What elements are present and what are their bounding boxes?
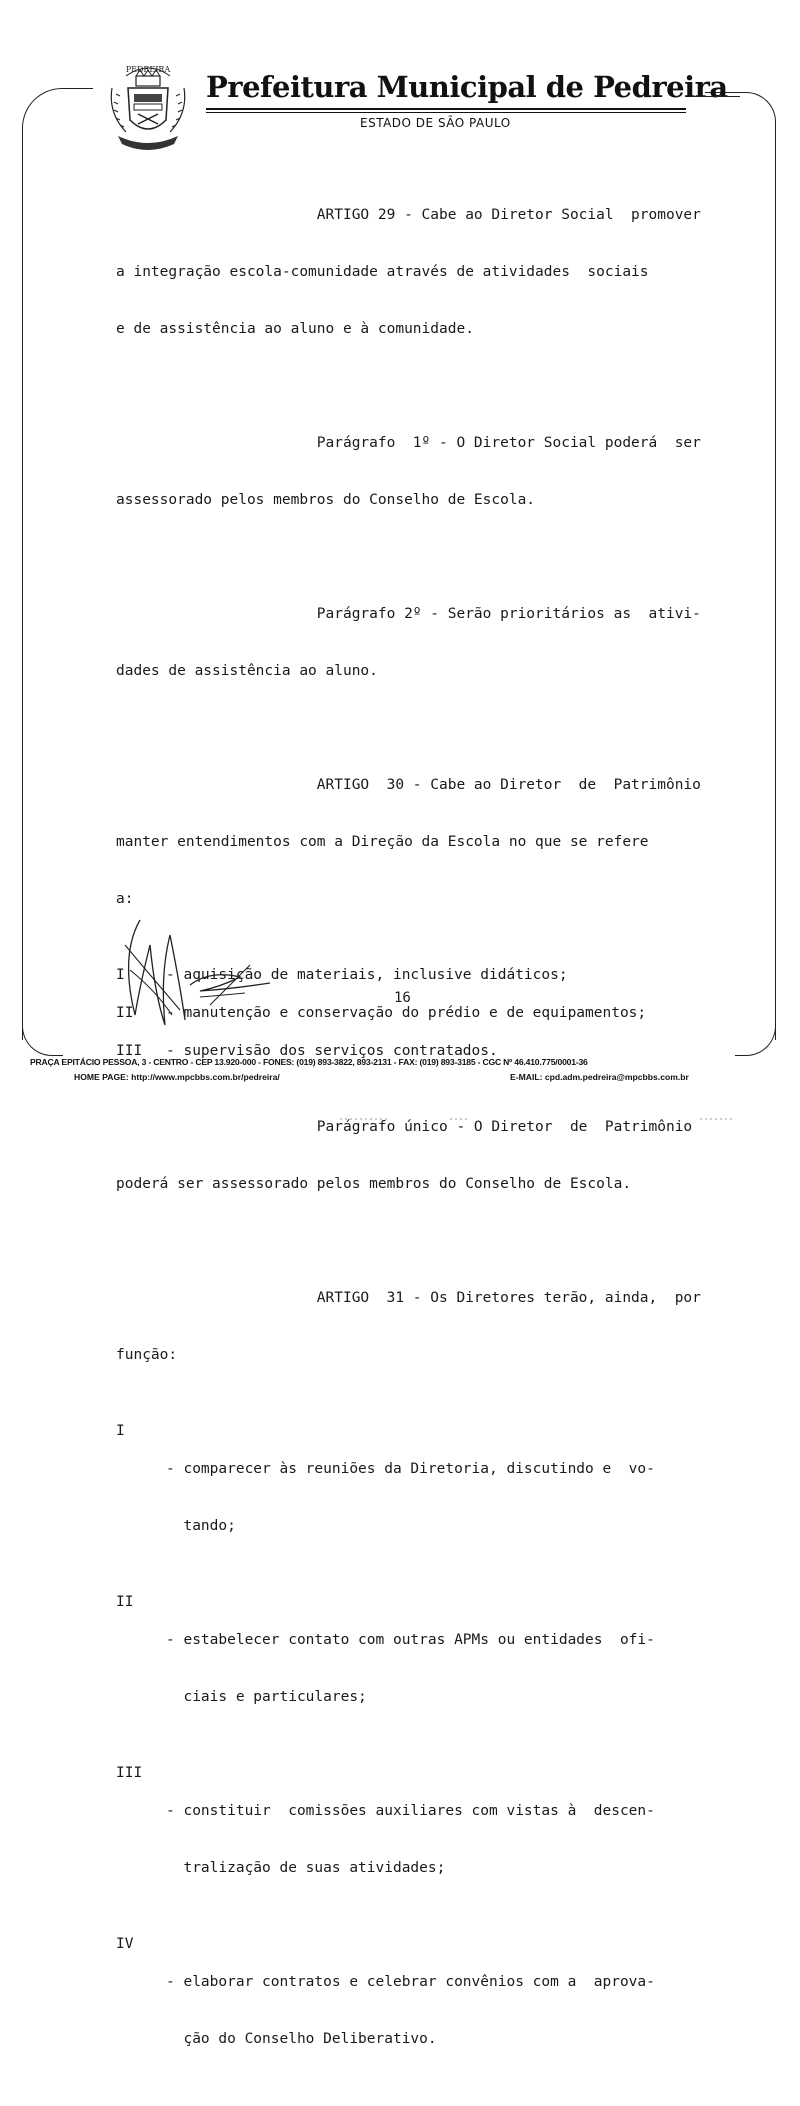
text-line: ARTIGO 31 - Os Diretores terão, ainda, por — [116, 1290, 701, 1306]
text-line: - constituir comissões auxiliares com vistas à descen- — [166, 1803, 655, 1819]
text-line: - elaborar contratos e celebrar convênios com a aprova- — [166, 1974, 655, 1990]
frame-corner-bottom-right — [735, 1010, 776, 1056]
list-item — [116, 1764, 706, 1916]
frame-left-rule — [22, 150, 23, 1040]
document-body — [116, 168, 706, 2106]
text-line: - comparecer às reuniões da Diretoria, discutindo e vo- — [166, 1461, 655, 1477]
text-line: Parágrafo único - O Diretor de Patrimônio — [116, 1119, 693, 1135]
item-number: II — [116, 1005, 134, 1021]
text-line: manter entendimentos com a Direção da Escola no que se refere — [116, 834, 649, 850]
footer-address: PRAÇA EPITÁCIO PESSOA, 3 - CENTRO - CEP 13.920-000 - FONES: (019) 893-3822, 893-2131 - FAX: (019) 893-3185 - CGC Nº 46.410.775/0001-36 — [30, 1057, 588, 1067]
list-item — [116, 1593, 706, 1745]
text-line: Parágrafo 1º - O Diretor Social poderá ser — [116, 435, 701, 451]
text-line: ciais e particulares; — [166, 1689, 367, 1705]
item-number: IV — [116, 1936, 134, 1952]
text-line: assessorado pelos membros do Conselho de Escola. — [116, 492, 536, 508]
article-29-paragraph-2 — [116, 567, 706, 719]
title-underline-thin — [206, 112, 686, 113]
title-underline — [206, 108, 686, 110]
text-line: função: — [116, 1347, 178, 1363]
article-29 — [116, 168, 706, 377]
article-29-paragraph-1 — [116, 396, 706, 548]
item-number: II — [116, 1594, 134, 1610]
text-line: a: — [116, 891, 134, 907]
frame-right-rule — [775, 150, 776, 1040]
scan-artifacts — [340, 1118, 740, 1120]
text-line: poderá ser assessorado pelos membros do Conselho de Escola. — [116, 1176, 632, 1192]
municipal-seal-icon — [104, 58, 192, 158]
text-line: e de assistência ao aluno e à comunidade. — [116, 321, 474, 337]
item-number: I — [116, 967, 125, 983]
text-line: - manutenção e conservação do prédio e de equipamentos; — [166, 1005, 647, 1021]
article-30-sole-paragraph — [116, 1080, 706, 1232]
header-dash — [690, 96, 740, 97]
footer-home-page: HOME PAGE: http://www.mpcbbs.com.br/pedreira/ — [74, 1072, 280, 1082]
handwritten-signature-icon — [110, 915, 280, 1030]
frame-corner-bottom-left — [22, 1010, 63, 1056]
text-line: ção do Conselho Deliberativo. — [166, 2031, 437, 2047]
text-line: - supervisão dos serviços contratados. — [166, 1043, 498, 1059]
text-line: Parágrafo 2º - Serão prioritários as ativi- — [116, 606, 701, 622]
text-line: a integração escola-comunidade através de atividades sociais — [116, 264, 649, 280]
frame-corner-top-right — [705, 92, 776, 173]
text-line: tralização de suas atividades; — [166, 1860, 446, 1876]
frame-corner-top-left — [22, 88, 93, 209]
item-number: I — [116, 1423, 125, 1439]
seal-lettering: PEDREIRA — [125, 65, 171, 74]
state-subtitle: ESTADO DE SÃO PAULO — [360, 116, 511, 130]
page-number: 16 — [394, 990, 411, 1006]
item-number: III — [116, 1043, 143, 1059]
article-31 — [116, 1251, 706, 1403]
list-item — [116, 1935, 706, 2087]
list-item — [116, 1422, 706, 1574]
text-line: ARTIGO 30 - Cabe ao Diretor de Patrimônio — [116, 777, 701, 793]
text-line: - estabelecer contato com outras APMs ou entidades ofi- — [166, 1632, 655, 1648]
text-line: tando; — [166, 1518, 236, 1534]
text-line: dades de assistência ao aluno. — [116, 663, 378, 679]
text-line: - aquisição de materiais, inclusive didáticos; — [166, 967, 568, 983]
footer-email: E-MAIL: cpd.adm.pedreira@mpcbbs.com.br — [510, 1072, 689, 1082]
text-line: ARTIGO 29 - Cabe ao Diretor Social promover — [116, 207, 701, 223]
page-title: Prefeitura Municipal de Pedreira — [206, 70, 728, 104]
item-number: III — [116, 1765, 143, 1781]
